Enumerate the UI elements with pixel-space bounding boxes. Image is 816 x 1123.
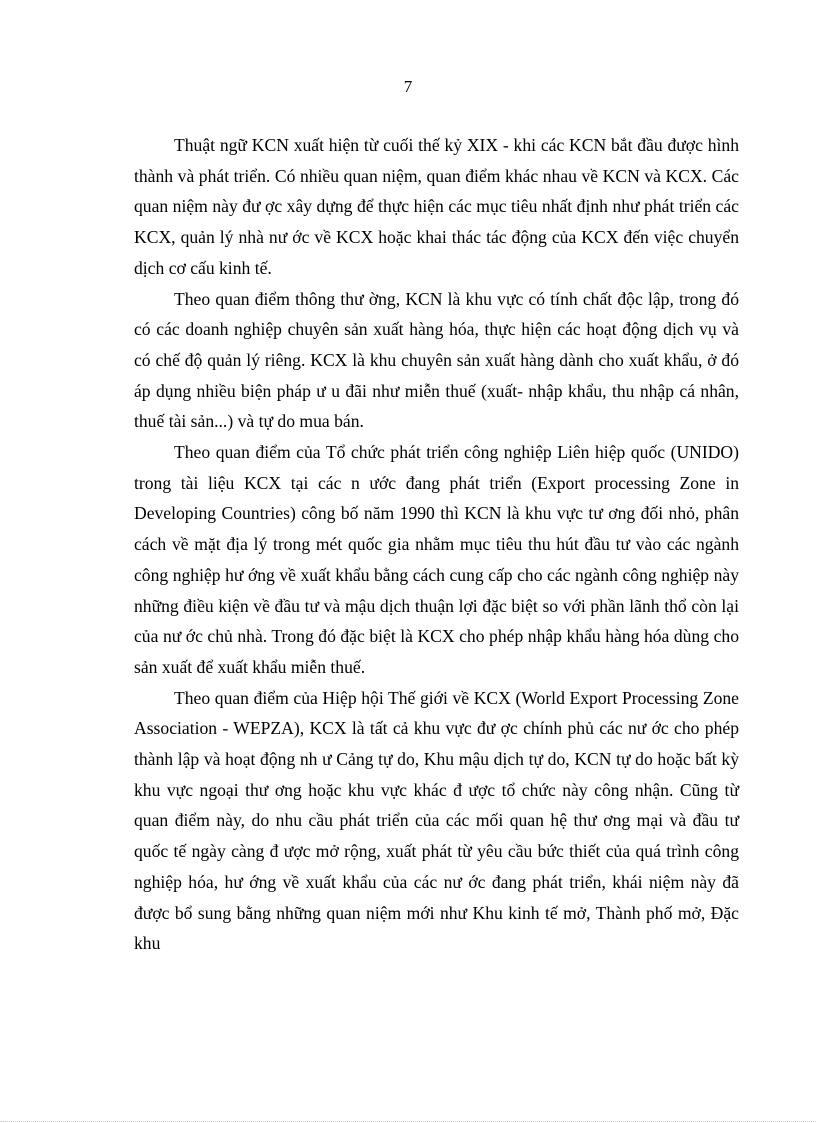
paragraph-kcn-term-history: Thuật ngữ KCN xuất hiện từ cuối thế kỷ XIX - khi các KCN bắt đầu được hình thành và phát triển. Có nhiều quan niệm, quan điểm khác nhau về KCN và KCX. Các quan niệm này đư ợc xây dựng để thực hiện các mục tiêu nhất định như phát triển các KCX, quản lý nhà nư ớc về KCX hoặc khai thác tác động của KCX đến việc chuyển dịch cơ cấu kinh tế. [134,135,739,278]
paragraph-common-view: Theo quan điểm thông thư ờng, KCN là khu vực có tính chất độc lập, trong đó có các doanh nghiệp chuyên sản xuất hàng hóa, thực hiện các hoạt động dịch vụ và có chế độ quản lý riêng. KCX là khu chuyên sản xuất hàng dành cho xuất khẩu, ở đó áp dụng nhiều biện pháp ư u đãi như miễn thuế (xuất- nhập khẩu, thu nhập cá nhân, thuế tài sản...) và tự do mua bán. [134,288,739,432]
body-text [134,130,739,959]
page-number: 7 [403,77,413,96]
page-bottom-divider [0,1121,816,1122]
paragraph-wepza-view: Theo quan điểm của Hiệp hội Thế giới về KCX (World Export Processing Zone Association - WEPZA), KCX là tất cả khu vực đư ợc chính phủ các nư ớc cho phép thành lập và hoạt động nh ư Cảng tự do, Khu mậu dịch tự do, KCN tự do hoặc bất kỳ khu vực ngoại thư ơng hoặc khu vực khác đ ược tổ chức này công nhận. Cũng từ quan điểm này, do nhu cầu phát triển của các mối quan hệ thư ơng mại và đầu tư quốc tế ngày càng đ ược mở rộng, xuất phát từ yêu cầu bức thiết của quá trình công nghiệp hóa, hư ớng về xuất khẩu của các nư ớc đang phát triển, khái niệm này đã được bổ sung bằng những quan niệm mới như Khu kinh tế mở, Thành phố mở, Đặc khu [134,687,739,954]
paragraph-unido-view: Theo quan điểm của Tổ chức phát triển công nghiệp Liên hiệp quốc (UNIDO) trong tài liệu KCX tại các n ước đang phát triển (Export processing Zone in Developing Countries) công bố năm 1990 thì KCN là khu vực tư ơng đối nhỏ, phân cách về mặt địa lý trong mét quốc gia nhằm mục tiêu thu hút đầu tư vào các ngành công nghiệp hư ớng về xuất khẩu bằng cách cung cấp cho các ngành công nghiệp này những điều kiện về đầu tư và mậu dịch thuận lợi đặc biệt so với phần lãnh thổ còn lại của nư ớc chủ nhà. Trong đó đặc biệt là KCX cho phép nhập khẩu hàng hóa dùng cho sản xuất để xuất khẩu miễn thuế. [134,442,739,677]
